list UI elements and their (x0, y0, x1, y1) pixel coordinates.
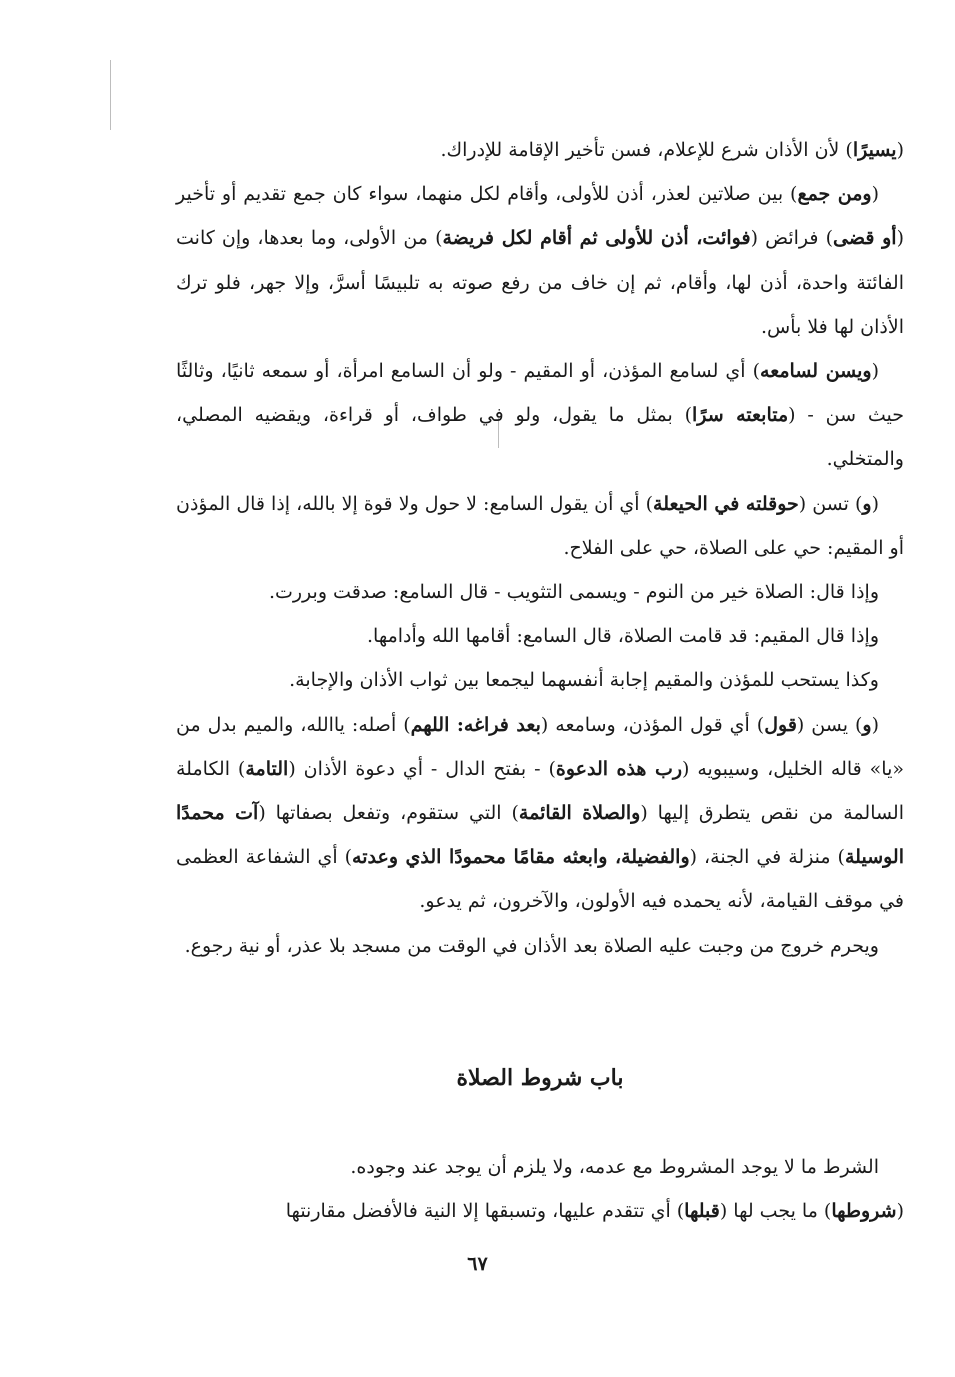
bold-matn-text: والصلاة القائمة (518, 802, 641, 825)
bold-matn-text: والفضيلة، وابعثه مقامًا محمودًا الذي وعدته (352, 846, 690, 869)
scan-mark (110, 60, 111, 130)
paragraph (176, 128, 904, 172)
commentary-text: ) - بفتح الدال - أي دعوة الأذان ( (288, 757, 556, 780)
commentary-text: ( (871, 183, 879, 206)
commentary-text: وإذا قال: الصلاة خير من النوم - ويسمى التثويب - قال السامع: صدقت وبررت. (268, 581, 879, 604)
bold-matn-text: يسيرًا (852, 139, 897, 161)
commentary-text: ) فرائض ( (750, 227, 834, 250)
bold-matn-text: رب هذه الدعوة (555, 757, 683, 780)
paragraph (176, 1145, 904, 1189)
commentary-text: ) من الأولى، وما بعدها، وإن كانت الفائتة واحدة، أذن لها، وأقام، ثم إن خاف من رفع صوته به تلبيسًا أسرَّ، وإلا جهر، فلو ترك الأذان لها فلا بأس. (176, 227, 904, 338)
commentary-text: ويحرم خروج من وجبت عليه الصلاة بعد الأذان في الوقت من مسجد بلا عذر، أو نية رجوع. (184, 934, 879, 957)
bold-matn-text: قول (764, 713, 797, 736)
commentary-text: ( (871, 360, 879, 383)
bold-matn-text: بعد فراغه: اللهم (410, 713, 541, 736)
commentary-text: ( (871, 713, 879, 736)
paragraph (176, 703, 904, 924)
commentary-text: ( (896, 139, 904, 161)
bold-matn-text: و (862, 713, 872, 736)
commentary-text: ) تسن ( (798, 492, 863, 515)
commentary-text: وكذا يستحب للمؤذن والمقيم إجابة أنفسهما ليجمعا بين ثواب الأذان والإجابة. (289, 669, 879, 692)
bold-matn-text: متابعته سرًا (692, 404, 789, 427)
commentary-text: ) ما يجب لها ( (719, 1200, 832, 1222)
paragraph (176, 1189, 904, 1233)
bold-matn-text: شروطها (831, 1200, 897, 1222)
bold-matn-text: ويسن لسامعه (760, 360, 872, 383)
bold-matn-text: ومن جمع (797, 183, 872, 206)
paragraph (176, 349, 904, 482)
commentary-text: ) أي أن يقول السامع: لا حول ولا قوة إلا بالله، إذا قال المؤذن أو المقيم: حي على الصلاة، حي على الفلاح. (176, 492, 904, 559)
commentary-text: ( (896, 1200, 904, 1222)
commentary-text: ) منزلة في الجنة، ( (689, 846, 845, 869)
section-heading: باب شروط الصلاة (456, 1065, 624, 1091)
bold-matn-text: و (862, 492, 872, 515)
paragraph (176, 570, 904, 614)
bold-matn-text: آت محمدًا الوسيلة (176, 802, 904, 869)
commentary-text: ) يسن ( (796, 713, 863, 736)
body-text-continued (176, 1145, 904, 1233)
commentary-text: الشرط ما لا يوجد المشروط مع عدمه، ولا يلزم أن يوجد عند وجوده. (350, 1156, 879, 1178)
commentary-text: ) أي تتقدم عليها، وتسبقها إلا النية فالأفضل مقارنتها (285, 1200, 685, 1222)
bold-matn-text: فوائت، أذن للأولى ثم أقام لكل فريضة (442, 227, 751, 250)
commentary-text: ) التي ستقوم، وتفعل بصفاتها ( (258, 802, 519, 825)
commentary-text: ) أي قول المؤذن، وسامعه ( (540, 713, 765, 736)
commentary-text: ) لأن الأذان شرع للإعلام، فسن تأخير الإقامة للإدراك. (440, 139, 853, 161)
bold-matn-text: حوقلته في الحيعلة (653, 492, 799, 515)
bold-matn-text: التامة (245, 757, 289, 780)
page-number: ٦٧ (467, 1253, 488, 1275)
commentary-text: وإذا قال المقيم: قد قامت الصلاة، قال السامع: أقامها الله وأدامها. (367, 625, 879, 648)
paragraph (176, 172, 904, 349)
commentary-text: ) بين صلاتين لعذر، أذن للأولى، وأقام لكل منهما، سواء كان جمع تقديم أو تأخير ( (176, 183, 904, 250)
body-text (176, 128, 904, 968)
commentary-text: ) بمثل ما يقول، ولو في طواف، أو قراءة، ويقضيه المصلي، والمتخلي. (176, 404, 904, 471)
paragraph (176, 614, 904, 658)
commentary-text: ) الكاملة السالمة من نقص يتطرق إليها ( (176, 757, 904, 825)
paragraph (176, 658, 904, 702)
commentary-text: ( (871, 492, 879, 515)
bold-matn-text: أو قضى (833, 227, 897, 250)
paragraph (176, 924, 904, 968)
commentary-text: ) أصله: ياالله، والميم بدل من «يا» قاله الخليل، وسيبويه ( (176, 713, 904, 780)
bold-matn-text: قبلها (684, 1200, 720, 1222)
commentary-text: ) أي الشفاعة العظمى في موقف القيامة، لأنه يحمده فيه الأولون، والآخرون، ثم يدعو. (176, 846, 904, 913)
paragraph (176, 482, 904, 570)
commentary-text: ) أي لسامع المؤذن، أو المقيم - ولو أن السامع امرأة، أو سمعه ثانيًا، وثالثًا حيث سن - ( (176, 360, 904, 427)
